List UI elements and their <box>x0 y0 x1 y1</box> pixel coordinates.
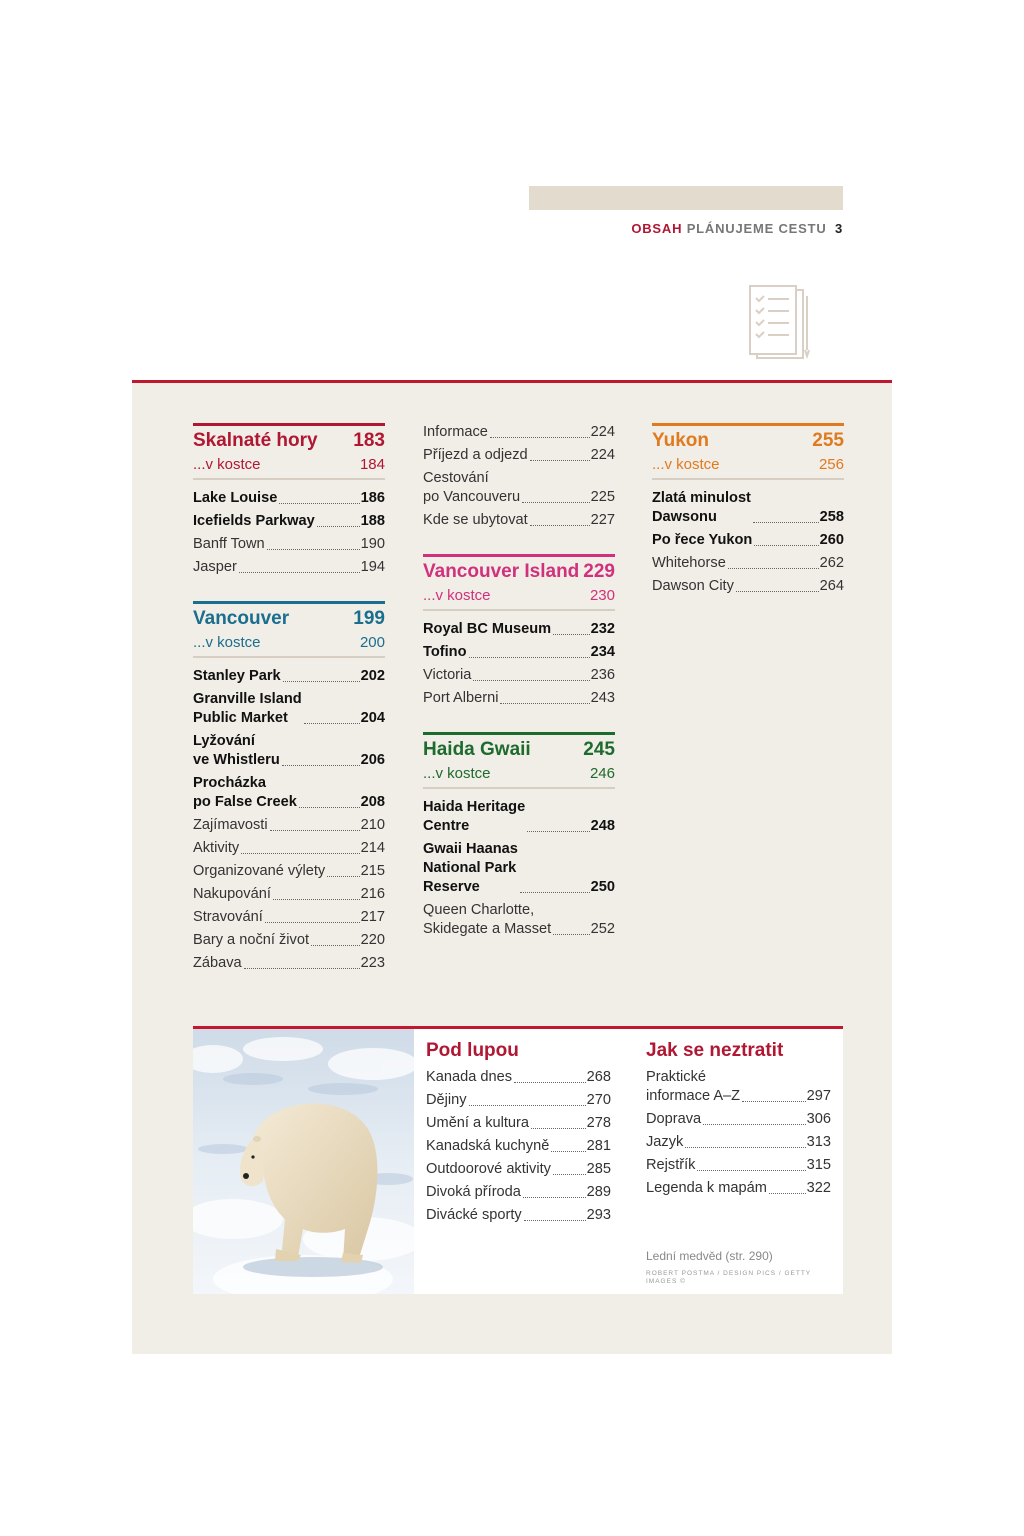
toc-entry[interactable] <box>646 1068 831 1106</box>
toc-entry-page: 227 <box>590 512 615 528</box>
toc-entry[interactable] <box>193 512 385 531</box>
bottom-section-title: Pod lupou <box>426 1040 519 1061</box>
toc-entry[interactable] <box>193 732 385 770</box>
toc-entry[interactable] <box>423 620 615 639</box>
toc-entry-label: Port Alberni <box>423 690 499 706</box>
toc-entry[interactable] <box>423 666 615 685</box>
toc-entry[interactable] <box>652 531 844 550</box>
toc-entry-page: 252 <box>590 921 615 937</box>
toc-entry-page: 225 <box>590 489 615 505</box>
toc-entry[interactable] <box>193 690 385 728</box>
dot-leader <box>270 830 360 831</box>
dot-leader <box>317 526 360 527</box>
overview-label: ...v kostce <box>652 456 720 473</box>
toc-entry-page: 297 <box>806 1088 831 1104</box>
dot-leader <box>553 634 590 635</box>
toc-entry-page: 190 <box>360 536 385 552</box>
toc-entry-label: Procházka po False Creek <box>193 775 297 810</box>
dot-leader <box>524 1220 586 1221</box>
toc-entry-page: 210 <box>360 817 385 833</box>
toc-entry[interactable] <box>646 1179 831 1198</box>
toc-entry-label: Royal BC Museum <box>423 621 552 637</box>
dot-leader <box>531 1128 586 1129</box>
toc-entry-page: 186 <box>360 490 385 506</box>
dot-leader <box>522 502 590 503</box>
toc-entry-page: 306 <box>806 1111 831 1127</box>
toc-entry-label: Cestování po Vancouveru <box>423 470 521 505</box>
section-title: Haida Gwaii <box>423 739 531 760</box>
toc-entry-page: 289 <box>586 1184 611 1200</box>
dot-leader <box>553 934 589 935</box>
section-overview[interactable] <box>193 452 385 480</box>
section-heading[interactable] <box>652 423 844 452</box>
dot-leader <box>265 922 360 923</box>
toc-entry-page: 188 <box>360 513 385 529</box>
section-overview[interactable] <box>652 452 844 480</box>
toc-entry-page: 208 <box>360 794 385 810</box>
toc-entry-page: 215 <box>360 863 385 879</box>
page-number: 3 <box>834 221 843 236</box>
toc-entry-label: Organizované výlety <box>193 863 326 879</box>
overview-page: 184 <box>359 456 385 473</box>
page-header <box>631 221 843 236</box>
toc-entry-label: Queen Charlotte, Skidegate a Masset <box>423 902 552 937</box>
toc-entry-label: Doprava <box>646 1111 702 1127</box>
toc-entry-page: 236 <box>590 667 615 683</box>
toc-entry-label: Jasper <box>193 559 237 575</box>
toc-entry-page: 206 <box>360 752 385 768</box>
section-heading[interactable] <box>423 732 615 761</box>
dot-leader <box>283 681 360 682</box>
dot-leader <box>728 568 819 569</box>
contents-panel <box>132 380 892 1354</box>
toc-entry-label: Banff Town <box>193 536 265 552</box>
section-heading[interactable] <box>193 601 385 630</box>
overview-page: 246 <box>589 765 615 782</box>
dot-leader <box>311 945 360 946</box>
toc-entry-page: 223 <box>360 955 385 971</box>
toc-entry-page: 248 <box>590 818 615 834</box>
bottom-section-items <box>426 1068 611 1225</box>
dot-leader <box>685 1147 805 1148</box>
toc-entry-label: Zábava <box>193 955 242 971</box>
toc-entry-label: Icefields Parkway <box>193 513 315 529</box>
toc-entry[interactable] <box>193 774 385 812</box>
dot-leader <box>703 1124 805 1125</box>
toc-entry[interactable] <box>426 1160 611 1179</box>
toc-entry-label: Legenda k mapám <box>646 1180 767 1196</box>
toc-entry-label: Dějiny <box>426 1092 467 1108</box>
toc-entry-label: Outdoorové aktivity <box>426 1161 551 1177</box>
photo-caption: Lední medvěd (str. 290) <box>646 1249 773 1263</box>
dot-leader <box>527 831 589 832</box>
toc-entry[interactable] <box>652 489 844 527</box>
toc-entry-label: Nakupování <box>193 886 271 902</box>
toc-entry[interactable] <box>193 862 385 881</box>
toc-entry-page: 224 <box>590 447 615 463</box>
header-section: PLÁNUJEME CESTU <box>686 221 827 236</box>
header-bar <box>529 186 843 210</box>
toc-entry[interactable] <box>423 840 615 897</box>
toc-entry[interactable] <box>193 558 385 577</box>
toc-entry[interactable] <box>193 535 385 554</box>
toc-entry-page: 217 <box>360 909 385 925</box>
toc-entry-label: Divoká příroda <box>426 1184 521 1200</box>
overview-label: ...v kostce <box>423 765 491 782</box>
bottom-section-title: Jak se neztratit <box>646 1040 784 1061</box>
bottom-section-items <box>646 1068 831 1198</box>
toc-entry-label: Divácké sporty <box>426 1207 522 1223</box>
toc-entry-label: Rejstřík <box>646 1157 696 1173</box>
overview-label: ...v kostce <box>193 456 261 473</box>
toc-entry[interactable] <box>193 931 385 950</box>
toc-entry-label: Informace <box>423 424 488 440</box>
toc-entry-label: Po řece Yukon <box>652 532 753 548</box>
toc-entry-page: 243 <box>590 690 615 706</box>
section-page: 245 <box>583 739 615 760</box>
toc-entry-page: 224 <box>590 424 615 440</box>
toc-entry-label: Bary a noční život <box>193 932 309 948</box>
dot-leader <box>523 1197 586 1198</box>
toc-entry-label: Victoria <box>423 667 472 683</box>
toc-entry-page: 202 <box>360 668 385 684</box>
toc-entry[interactable] <box>193 908 385 927</box>
section-title: Yukon <box>652 430 710 451</box>
dot-leader <box>514 1082 586 1083</box>
section-overview[interactable] <box>423 761 615 789</box>
bottom-box <box>193 1026 843 1294</box>
toc-entry-label: Kanadská kuchyně <box>426 1138 550 1154</box>
toc-entry[interactable] <box>652 577 844 596</box>
toc-entry-label: Kde se ubytovat <box>423 512 528 528</box>
dot-leader <box>754 545 818 546</box>
toc-entry-page: 220 <box>360 932 385 948</box>
toc-entry[interactable] <box>423 901 615 939</box>
dot-leader <box>469 1105 586 1106</box>
continued-items <box>423 423 615 530</box>
section-title: Skalnaté hory <box>193 430 318 451</box>
dot-leader <box>279 503 359 504</box>
toc-entry-page: 216 <box>360 886 385 902</box>
dot-leader <box>697 1170 805 1171</box>
section-items <box>423 620 615 708</box>
toc-entry[interactable] <box>423 689 615 708</box>
toc-entry[interactable] <box>426 1183 611 1202</box>
overview-page: 200 <box>359 634 385 651</box>
section-heading[interactable] <box>193 423 385 452</box>
section-page: 255 <box>812 430 844 451</box>
toc-entry[interactable] <box>423 643 615 662</box>
section-heading[interactable] <box>423 554 615 583</box>
toc-entry-label: Příjezd a odjezd <box>423 447 528 463</box>
section-items <box>193 667 385 973</box>
toc-entry-label: Lake Louise <box>193 490 278 506</box>
toc-entry-page: 268 <box>586 1069 611 1085</box>
polar-bear-photo <box>193 1029 414 1294</box>
section-title: Vancouver <box>193 608 290 629</box>
toc-entry-label: Jazyk <box>646 1134 684 1150</box>
dot-leader <box>490 437 590 438</box>
toc-entry[interactable] <box>423 446 615 465</box>
toc-entry[interactable] <box>193 816 385 835</box>
toc-entry[interactable] <box>423 469 615 507</box>
toc-entry-label: Haida Heritage Centre <box>423 799 526 834</box>
toc-entry[interactable] <box>193 885 385 904</box>
toc-entry-page: 194 <box>360 559 385 575</box>
dot-leader <box>553 1174 586 1175</box>
toc-entry-label: Whitehorse <box>652 555 726 571</box>
section-title: Vancouver Island <box>423 561 580 582</box>
dot-leader <box>520 892 590 893</box>
toc-entry-page: 260 <box>819 532 844 548</box>
toc-entry-page: 313 <box>806 1134 831 1150</box>
dot-leader <box>241 853 359 854</box>
toc-entry-label: Tofino <box>423 644 467 660</box>
section-items <box>423 798 615 939</box>
overview-page: 256 <box>818 456 844 473</box>
toc-entry[interactable] <box>646 1133 831 1152</box>
section-overview[interactable] <box>423 583 615 611</box>
toc-column-2 <box>423 423 615 943</box>
photo-credit: ROBERT POSTMA / DESIGN PICS / GETTY IMAGES © <box>646 1270 812 1285</box>
toc-entry-label: Granville Island Public Market <box>193 691 302 726</box>
toc-entry-label: Zlatá minulost Dawsonu <box>652 490 751 525</box>
dot-leader <box>551 1151 585 1152</box>
toc-entry-page: 234 <box>590 644 615 660</box>
toc-entry[interactable] <box>423 423 615 442</box>
document-checklist-icon <box>747 284 813 364</box>
toc-entry[interactable] <box>423 511 615 530</box>
toc-entry-label: Praktické informace A–Z <box>646 1069 741 1104</box>
dot-leader <box>327 876 359 877</box>
section-page: 199 <box>353 608 385 629</box>
toc-entry-page: 322 <box>806 1180 831 1196</box>
dot-leader <box>473 680 589 681</box>
dot-leader <box>753 522 819 523</box>
section-page: 229 <box>583 561 615 582</box>
toc-entry[interactable] <box>193 667 385 686</box>
toc-entry[interactable] <box>426 1206 611 1225</box>
overview-label: ...v kostce <box>193 634 261 651</box>
dot-leader <box>500 703 589 704</box>
toc-entry-page: 293 <box>586 1207 611 1223</box>
toc-entry-page: 264 <box>819 578 844 594</box>
dot-leader <box>299 807 360 808</box>
dot-leader <box>742 1101 806 1102</box>
overview-label: ...v kostce <box>423 587 491 604</box>
toc-entry-page: 204 <box>360 710 385 726</box>
toc-entry-page: 285 <box>586 1161 611 1177</box>
dot-leader <box>244 968 360 969</box>
header-obsah: OBSAH <box>631 221 683 236</box>
toc-entry-label: Umění a kultura <box>426 1115 530 1131</box>
toc-entry[interactable] <box>652 554 844 573</box>
pod-lupou-column <box>426 1039 611 1229</box>
toc-entry[interactable] <box>426 1137 611 1156</box>
toc-entry-page: 262 <box>819 555 844 571</box>
dot-leader <box>273 899 360 900</box>
toc-entry[interactable] <box>426 1091 611 1110</box>
toc-entry-page: 315 <box>806 1157 831 1173</box>
overview-page: 230 <box>589 587 615 604</box>
toc-entry-label: Zajímavosti <box>193 817 268 833</box>
dot-leader <box>469 657 590 658</box>
toc-entry-label: Dawson City <box>652 578 734 594</box>
toc-entry-page: 258 <box>819 509 844 525</box>
section-items <box>193 489 385 577</box>
toc-entry[interactable] <box>193 489 385 508</box>
toc-entry[interactable] <box>646 1156 831 1175</box>
jak-se-neztratit-column <box>646 1039 831 1202</box>
toc-entry-label: Lyžování ve Whistleru <box>193 733 280 768</box>
dot-leader <box>239 572 360 573</box>
dot-leader <box>530 525 590 526</box>
toc-entry[interactable] <box>646 1110 831 1129</box>
toc-entry-label: Stravování <box>193 909 263 925</box>
toc-entry-page: 232 <box>590 621 615 637</box>
dot-leader <box>267 549 360 550</box>
section-overview[interactable] <box>193 630 385 658</box>
dot-leader <box>530 460 590 461</box>
toc-entry-page: 278 <box>586 1115 611 1131</box>
toc-column-1 <box>193 423 385 977</box>
section-page: 183 <box>353 430 385 451</box>
toc-entry[interactable] <box>193 839 385 858</box>
toc-entry[interactable] <box>193 954 385 973</box>
toc-entry[interactable] <box>426 1068 611 1087</box>
toc-column-3 <box>652 423 844 600</box>
toc-entry-label: Aktivity <box>193 840 240 856</box>
toc-entry[interactable] <box>426 1114 611 1133</box>
toc-entry[interactable] <box>423 798 615 836</box>
dot-leader <box>282 765 360 766</box>
toc-entry-page: 214 <box>360 840 385 856</box>
dot-leader <box>304 723 360 724</box>
toc-entry-page: 281 <box>586 1138 611 1154</box>
section-items <box>652 489 844 596</box>
toc-entry-page: 250 <box>590 879 615 895</box>
toc-entry-page: 270 <box>586 1092 611 1108</box>
dot-leader <box>769 1193 806 1194</box>
toc-entry-label: Gwaii Haanas National Park Reserve <box>423 841 518 895</box>
dot-leader <box>736 591 819 592</box>
toc-entry-label: Kanada dnes <box>426 1069 513 1085</box>
toc-entry-label: Stanley Park <box>193 668 281 684</box>
